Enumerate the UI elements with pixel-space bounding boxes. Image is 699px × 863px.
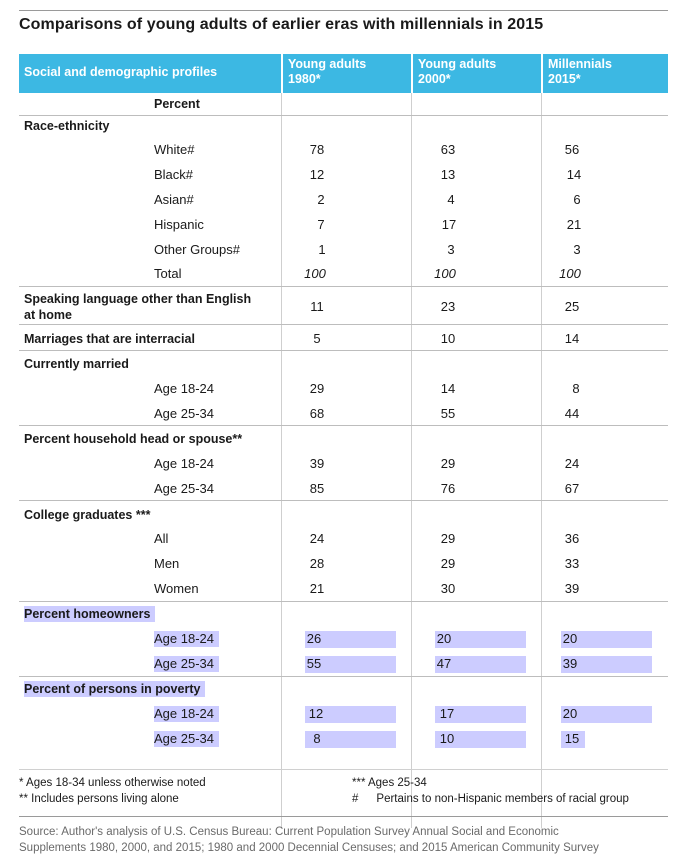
header-1980: Young adults 1980* — [288, 57, 367, 86]
section-homeowners: Percent homeowners — [24, 606, 155, 622]
row-divider — [19, 676, 668, 677]
cell-2015: 36 — [564, 531, 580, 546]
row-label: Age 18-24 — [154, 381, 214, 396]
cell-2015: 56 — [564, 142, 580, 157]
cell-2000: 17 — [439, 706, 455, 721]
cell-2000: 10 — [440, 331, 456, 346]
cell-1980: 1 — [318, 242, 326, 257]
cell-1980: 68 — [309, 406, 325, 421]
row-label: Age 25-34 — [154, 731, 219, 747]
bottom-rule — [19, 816, 668, 817]
cell-2000: 4 — [447, 192, 455, 207]
column-divider — [411, 93, 412, 828]
cell-2015: 8 — [572, 381, 580, 396]
cell-2015: 14 — [566, 167, 582, 182]
cell-1980: 24 — [309, 531, 325, 546]
cell-2000: 29 — [440, 556, 456, 571]
row-label: Age 18-24 — [154, 631, 219, 647]
cell-1980: 8 — [313, 731, 321, 746]
cell-2000: 13 — [440, 167, 456, 182]
column-divider — [541, 93, 542, 828]
cell-1980: 78 — [309, 142, 325, 157]
source-note: Source: Author's analysis of U.S. Census Bureau: Current Population Survey Annual Social and Economic Supplements 1980, 2000, and 2015; 1980 and 2000 Decennial Censuses; and 2015 American Community Survey — [19, 826, 599, 854]
cell-2015: 14 — [564, 331, 580, 346]
cell-2015: 20 — [562, 631, 578, 646]
cell-2015: 33 — [564, 556, 580, 571]
cell-1980: 21 — [309, 581, 325, 596]
section-household-head: Percent household head or spouse** — [24, 432, 243, 446]
row-divider — [19, 425, 668, 426]
cell-2015: 39 — [564, 581, 580, 596]
top-rule — [19, 10, 668, 11]
cell-2000: 3 — [447, 242, 455, 257]
cell-2000: 23 — [440, 299, 456, 314]
row-label: Age 25-34 — [154, 656, 219, 672]
cell-2015: 67 — [564, 481, 580, 496]
cell-2015: 44 — [564, 406, 580, 421]
cell-2000: 14 — [440, 381, 456, 396]
cell-1980: 100 — [304, 266, 326, 281]
cell-2000: 63 — [440, 142, 456, 157]
cell-1980: 85 — [309, 481, 325, 496]
footnote-age-range: * Ages 18-34 unless otherwise noted — [19, 777, 206, 789]
footnote-college-age: *** Ages 25-34 — [352, 777, 427, 789]
cell-2000: 10 — [439, 731, 455, 746]
table-title: Comparisons of young adults of earlier eras with millennials in 2015 — [19, 16, 544, 33]
section-race-ethnicity: Race-ethnicity — [24, 119, 110, 133]
row-divider — [19, 500, 668, 501]
row-label: Age 25-34 — [154, 481, 214, 496]
row-label: Black# — [154, 167, 194, 182]
row-label: Total — [154, 266, 182, 281]
cell-1980: 55 — [306, 656, 322, 671]
cell-2000: 55 — [440, 406, 456, 421]
column-divider — [281, 93, 282, 828]
row-label: Men — [154, 556, 180, 571]
cell-2000: 17 — [441, 217, 457, 232]
cell-1980: 12 — [308, 706, 324, 721]
row-divider — [19, 769, 668, 770]
section-currently-married: Currently married — [24, 357, 129, 371]
row-label: Asian# — [154, 192, 194, 207]
row-label: All — [154, 531, 169, 546]
section-college-graduates: College graduates *** — [24, 508, 151, 522]
row-label: Age 18-24 — [154, 706, 219, 722]
cell-1980: 12 — [309, 167, 325, 182]
cell-1980: 5 — [313, 331, 321, 346]
cell-1980: 2 — [317, 192, 325, 207]
cell-2015: 3 — [573, 242, 581, 257]
row-label: Age 25-34 — [154, 406, 214, 421]
cell-1980: 11 — [310, 299, 324, 314]
cell-1980: 28 — [309, 556, 325, 571]
row-label: Age 18-24 — [154, 456, 214, 471]
footnote-race-marker: # Pertains to non-Hispanic members of racial group — [352, 793, 629, 805]
cell-2000: 29 — [440, 456, 456, 471]
header-2000: Young adults 2000* — [418, 57, 497, 86]
percent-label: Percent — [154, 97, 200, 111]
cell-1980: 26 — [306, 631, 322, 646]
section-interracial: Marriages that are interracial — [24, 332, 195, 346]
row-divider — [19, 115, 668, 116]
row-label: White# — [154, 142, 195, 157]
cell-2000: 30 — [440, 581, 456, 596]
cell-1980: 39 — [309, 456, 325, 471]
cell-2015: 100 — [559, 266, 581, 281]
cell-1980: 29 — [309, 381, 325, 396]
cell-2015: 15 — [564, 731, 580, 746]
cell-2015: 24 — [564, 456, 580, 471]
row-label: Women — [154, 581, 199, 596]
row-divider — [19, 324, 668, 325]
cell-2000: 29 — [440, 531, 456, 546]
footnote-living-alone: ** Includes persons living alone — [19, 793, 179, 805]
section-poverty: Percent of persons in poverty — [24, 681, 205, 697]
cell-2000: 47 — [436, 656, 452, 671]
cell-1980: 7 — [317, 217, 325, 232]
row-label: Hispanic — [154, 217, 204, 232]
cell-2000: 100 — [434, 266, 456, 281]
row-divider — [19, 286, 668, 287]
cell-2015: 20 — [562, 706, 578, 721]
section-language-label: Speaking language other than English at home — [24, 292, 252, 322]
cell-2000: 20 — [436, 631, 452, 646]
row-divider — [19, 350, 668, 351]
row-label: Other Groups# — [154, 242, 240, 257]
cell-2015: 39 — [562, 656, 578, 671]
cell-2000: 76 — [440, 481, 456, 496]
header-2015: Millennials 2015* — [548, 57, 612, 86]
cell-2015: 25 — [564, 299, 580, 314]
cell-2015: 21 — [566, 217, 582, 232]
row-divider — [19, 601, 668, 602]
header-profiles: Social and demographic profiles — [24, 65, 218, 79]
cell-2015: 6 — [573, 192, 581, 207]
